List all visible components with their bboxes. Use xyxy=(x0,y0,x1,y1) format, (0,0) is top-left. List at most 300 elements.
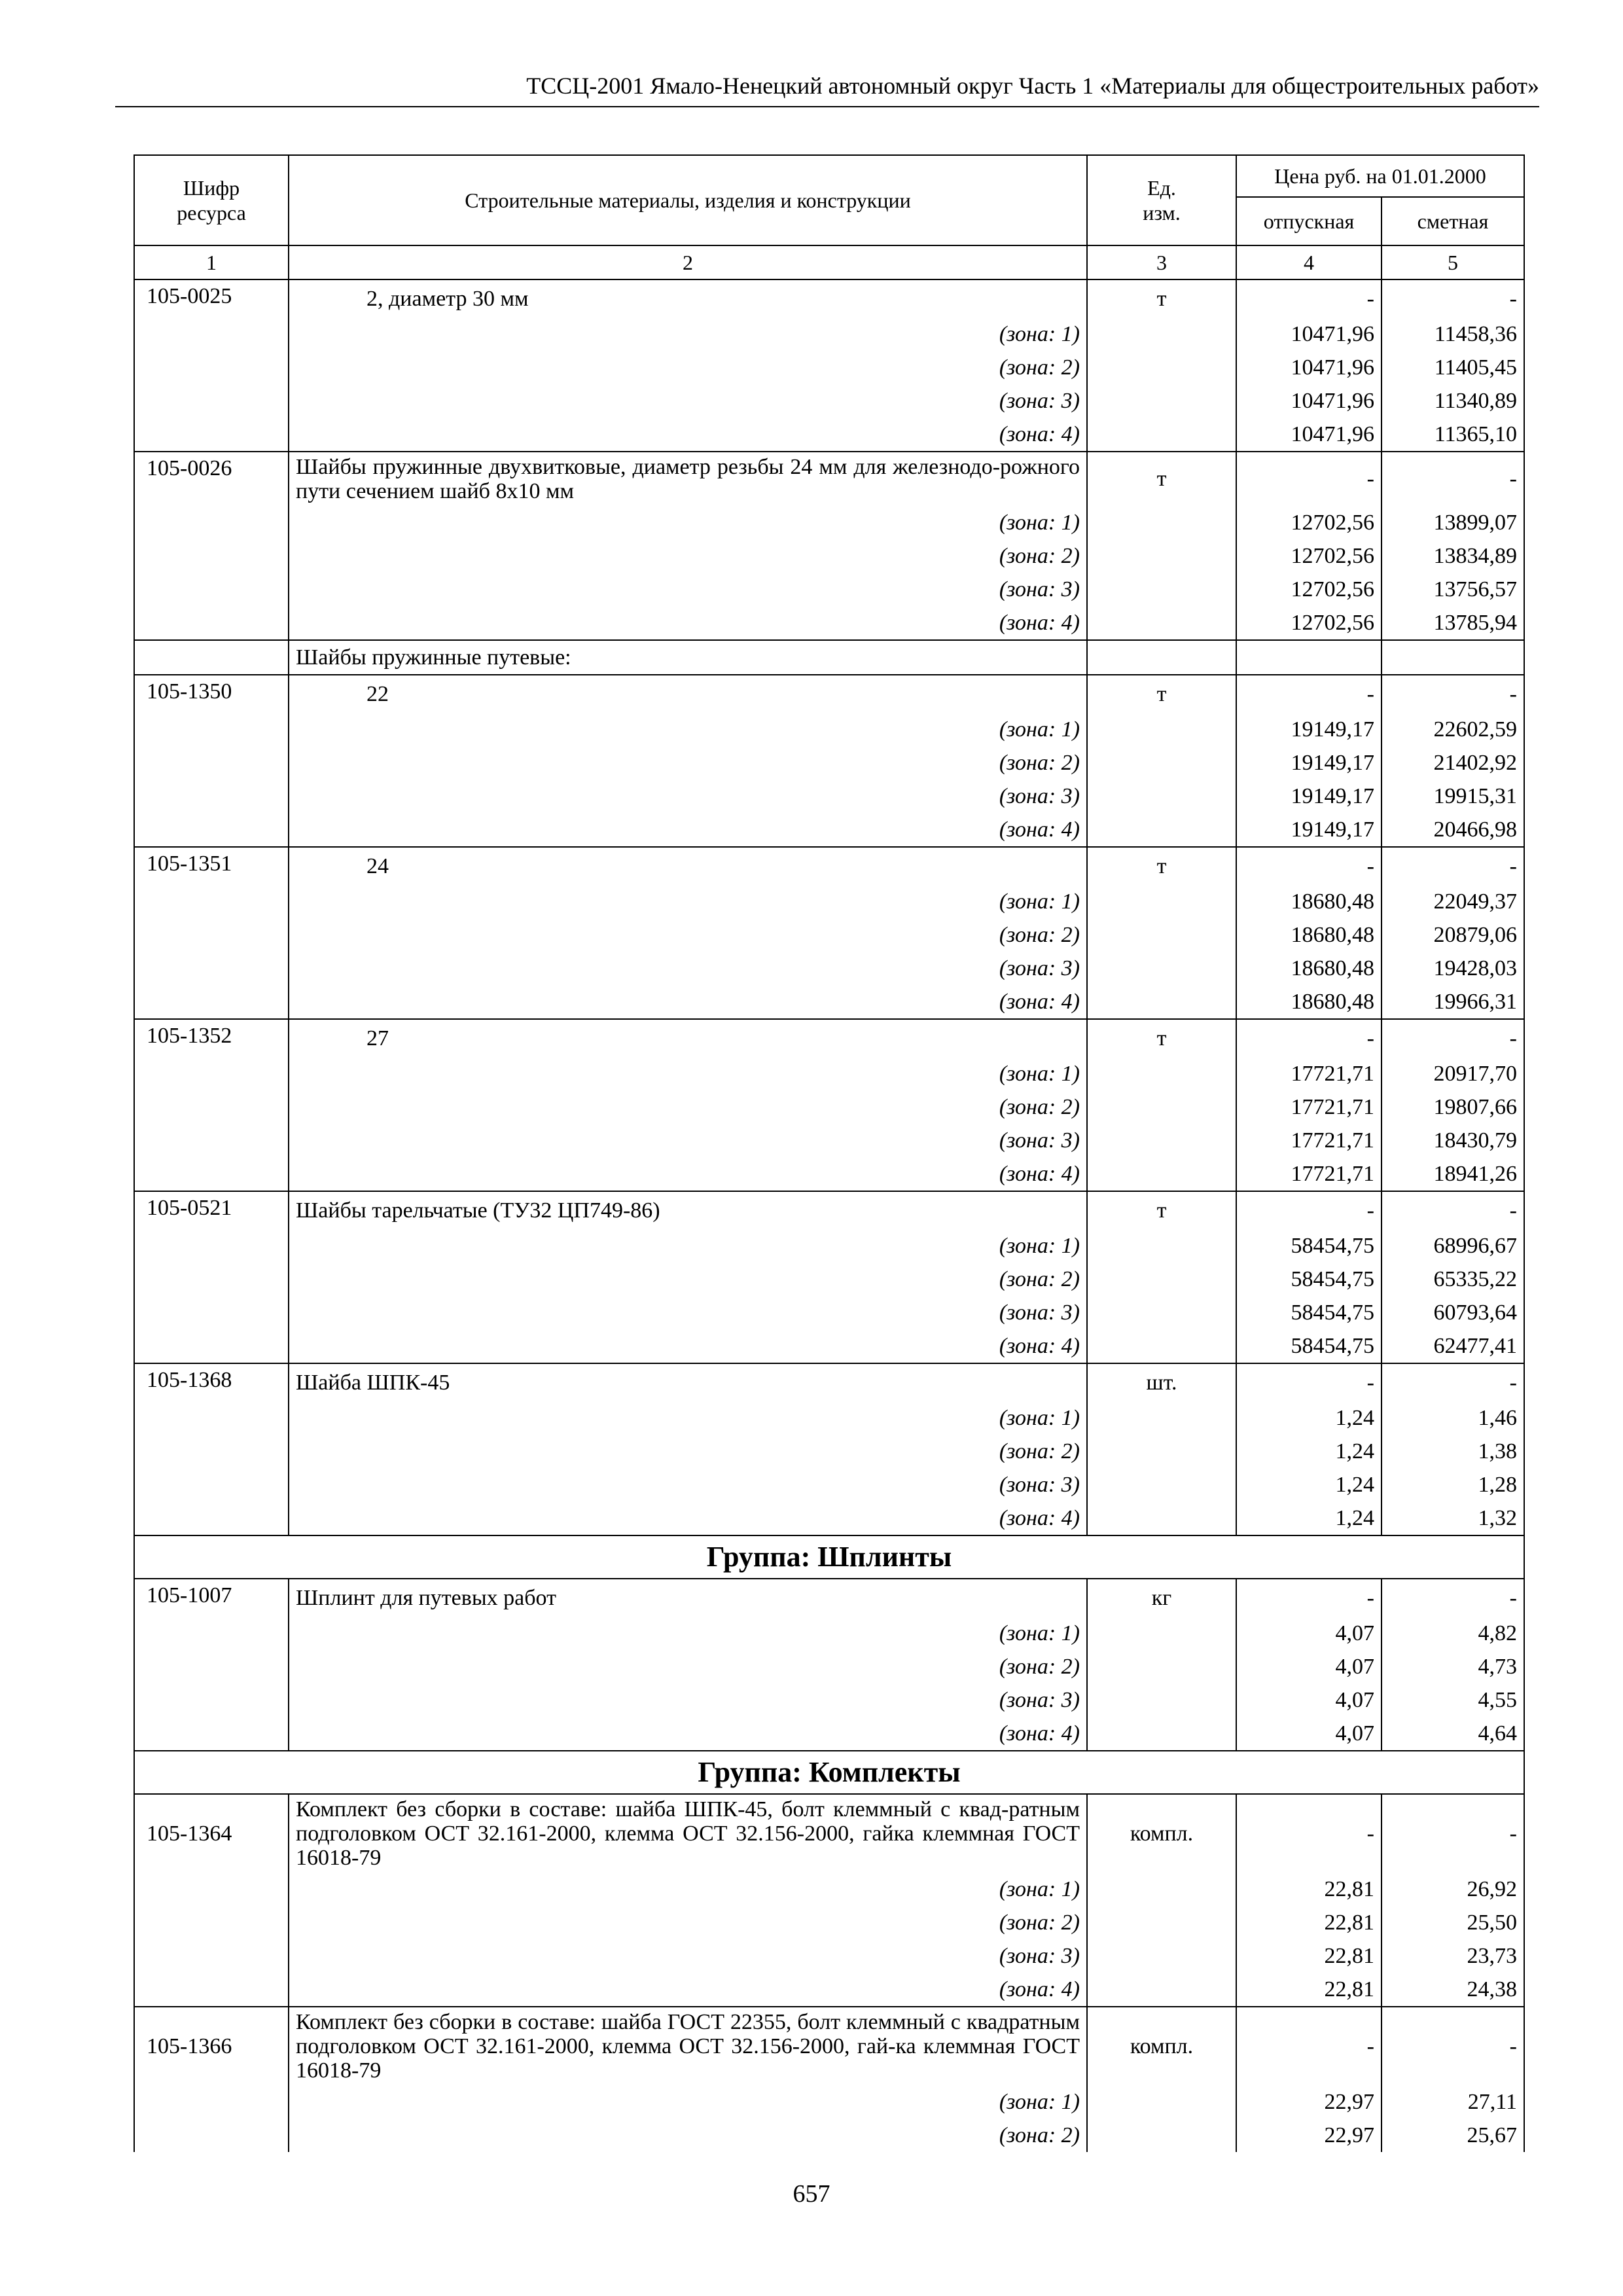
zone-row xyxy=(134,1617,1524,1650)
unit-cell: т xyxy=(1087,1019,1236,1057)
zone-row xyxy=(134,1124,1524,1157)
release-price: 19149,17 xyxy=(1236,746,1382,780)
unit-cell: т xyxy=(1087,847,1236,885)
subheading-name: Шайбы пружинные путевые: xyxy=(289,640,1087,675)
estimate-price: 1,46 xyxy=(1382,1401,1524,1435)
table-row xyxy=(134,1794,1524,1873)
zone-label: (зона: 1) xyxy=(289,885,1087,918)
release-price: - xyxy=(1236,279,1382,317)
unit-cell: компл. xyxy=(1087,2007,1236,2085)
unit-cell xyxy=(1087,1296,1236,1329)
release-price: 10471,96 xyxy=(1236,317,1382,351)
unit-cell xyxy=(1087,1939,1236,1973)
zone-label: (зона: 2) xyxy=(289,2119,1087,2152)
code-cell xyxy=(134,746,289,780)
unit-cell xyxy=(1087,918,1236,952)
release-price: 12702,56 xyxy=(1236,539,1382,573)
estimate-price: 13899,07 xyxy=(1382,506,1524,539)
code-cell xyxy=(134,1263,289,1296)
code-cell xyxy=(134,606,289,640)
zone-row xyxy=(134,1229,1524,1263)
zone-label: (зона: 1) xyxy=(289,317,1087,351)
zone-row xyxy=(134,1939,1524,1973)
table-row xyxy=(134,847,1524,885)
estimate-price: 18430,79 xyxy=(1382,1124,1524,1157)
code-cell xyxy=(134,1683,289,1717)
release-price: 1,24 xyxy=(1236,1435,1382,1468)
unit-cell xyxy=(1087,573,1236,606)
estimate-price: 4,82 xyxy=(1382,1617,1524,1650)
zone-label: (зона: 2) xyxy=(289,1435,1087,1468)
zone-label: (зона: 2) xyxy=(289,1090,1087,1124)
resource-code: 105-1364 xyxy=(134,1794,289,1873)
subheading-row xyxy=(134,640,1524,675)
zone-row xyxy=(134,813,1524,847)
table-row xyxy=(134,1019,1524,1057)
table-body xyxy=(134,279,1524,2152)
estimate-price: 18941,26 xyxy=(1382,1157,1524,1191)
estimate-price: 19428,03 xyxy=(1382,952,1524,985)
table-row xyxy=(134,1363,1524,1401)
unit-cell xyxy=(1087,640,1236,675)
zone-row xyxy=(134,1329,1524,1363)
estimate-price: 27,11 xyxy=(1382,2085,1524,2119)
zone-label: (зона: 4) xyxy=(289,606,1087,640)
unit-cell xyxy=(1087,885,1236,918)
estimate-price: 1,32 xyxy=(1382,1501,1524,1535)
release-price: 4,07 xyxy=(1236,1683,1382,1717)
column-header-release: отпускная xyxy=(1236,197,1382,245)
zone-label: (зона: 1) xyxy=(289,1057,1087,1090)
running-header: ТССЦ-2001 Ямало-Ненецкий автономный округ Часть 1 «Материалы для общестроительных работ» xyxy=(115,69,1539,107)
estimate-price: 4,55 xyxy=(1382,1683,1524,1717)
release-price: 1,24 xyxy=(1236,1501,1382,1535)
material-name: Комплект без сборки в составе: шайба ГОСТ 22355, болт клеммный с квадратным подголовком ОСТ 32.161-2000, клемма ОСТ 32.156-2000, гай-ка клеммная ГОСТ 16018-79 xyxy=(289,2007,1087,2085)
table-row xyxy=(134,2007,1524,2085)
zone-label: (зона: 3) xyxy=(289,1939,1087,1973)
unit-cell xyxy=(1087,746,1236,780)
column-header-price: Цена руб. на 01.01.2000 xyxy=(1236,155,1524,197)
zone-row xyxy=(134,384,1524,418)
price-table xyxy=(134,154,1525,2152)
estimate-price: 4,73 xyxy=(1382,1650,1524,1683)
unit-cell xyxy=(1087,1229,1236,1263)
column-header-unit-line1: Ед. xyxy=(1147,176,1176,200)
unit-cell xyxy=(1087,1683,1236,1717)
table-row xyxy=(134,1579,1524,1617)
code-cell xyxy=(134,573,289,606)
code-cell xyxy=(134,1906,289,1939)
zone-row xyxy=(134,1296,1524,1329)
code-cell xyxy=(134,813,289,847)
estimate-price: 23,73 xyxy=(1382,1939,1524,1973)
estimate-price: 11340,89 xyxy=(1382,384,1524,418)
resource-code: 105-1352 xyxy=(134,1019,289,1057)
release-price: 18680,48 xyxy=(1236,918,1382,952)
release-price: - xyxy=(1236,452,1382,506)
zone-label: (зона: 4) xyxy=(289,418,1087,452)
code-cell xyxy=(134,1617,289,1650)
release-price: 10471,96 xyxy=(1236,351,1382,384)
estimate-price: - xyxy=(1382,1019,1524,1057)
table-row xyxy=(134,452,1524,506)
column-number-4: 4 xyxy=(1236,245,1382,279)
code-cell xyxy=(134,1873,289,1906)
resource-code: 105-0026 xyxy=(134,452,289,506)
material-name: 2, диаметр 30 мм xyxy=(289,279,1087,317)
unit-cell xyxy=(1087,2119,1236,2152)
estimate-price: - xyxy=(1382,1191,1524,1229)
zone-row xyxy=(134,606,1524,640)
unit-cell: т xyxy=(1087,1191,1236,1229)
zone-row xyxy=(134,713,1524,746)
code-cell xyxy=(134,713,289,746)
column-header-code-line1: Шифр xyxy=(183,176,240,200)
zone-label: (зона: 2) xyxy=(289,746,1087,780)
zone-label: (зона: 4) xyxy=(289,1973,1087,2007)
estimate-price: 20917,70 xyxy=(1382,1057,1524,1090)
unit-cell xyxy=(1087,952,1236,985)
release-price: 22,81 xyxy=(1236,1873,1382,1906)
unit-cell xyxy=(1087,1468,1236,1501)
table-row xyxy=(134,1191,1524,1229)
code-cell xyxy=(134,1124,289,1157)
zone-label: (зона: 3) xyxy=(289,1296,1087,1329)
unit-cell xyxy=(1087,418,1236,452)
code-cell xyxy=(134,1229,289,1263)
estimate-price: - xyxy=(1382,279,1524,317)
page-number: 657 xyxy=(793,2180,830,2208)
zone-row xyxy=(134,1973,1524,2007)
code-cell xyxy=(134,1090,289,1124)
column-number-2: 2 xyxy=(289,245,1087,279)
unit-cell: кг xyxy=(1087,1579,1236,1617)
code-cell xyxy=(134,952,289,985)
release-price: 22,97 xyxy=(1236,2085,1382,2119)
unit-cell: шт. xyxy=(1087,1363,1236,1401)
zone-row xyxy=(134,1435,1524,1468)
zone-row xyxy=(134,1057,1524,1090)
zone-row xyxy=(134,1468,1524,1501)
column-header-code-line2: ресурса xyxy=(177,201,246,224)
column-number-5: 5 xyxy=(1382,245,1524,279)
estimate-price: - xyxy=(1382,675,1524,713)
material-name: 27 xyxy=(289,1019,1087,1057)
unit-cell xyxy=(1087,2085,1236,2119)
code-cell xyxy=(134,780,289,813)
zone-row xyxy=(134,351,1524,384)
zone-label: (зона: 4) xyxy=(289,1501,1087,1535)
release-price: - xyxy=(1236,847,1382,885)
release-price: - xyxy=(1236,1019,1382,1057)
zone-row xyxy=(134,1501,1524,1535)
release-price: - xyxy=(1236,2007,1382,2085)
release-price: - xyxy=(1236,1794,1382,1873)
resource-code: 105-0521 xyxy=(134,1191,289,1229)
release-price: 1,24 xyxy=(1236,1468,1382,1501)
zone-label: (зона: 3) xyxy=(289,1468,1087,1501)
zone-label: (зона: 4) xyxy=(289,985,1087,1019)
release-price: - xyxy=(1236,1363,1382,1401)
material-name: 22 xyxy=(289,675,1087,713)
table-header xyxy=(134,155,1524,279)
zone-label: (зона: 2) xyxy=(289,1906,1087,1939)
unit-cell: т xyxy=(1087,452,1236,506)
estimate-price: 21402,92 xyxy=(1382,746,1524,780)
estimate-price: 13785,94 xyxy=(1382,606,1524,640)
resource-code: 105-0025 xyxy=(134,279,289,317)
zone-label: (зона: 1) xyxy=(289,713,1087,746)
zone-label: (зона: 4) xyxy=(289,1157,1087,1191)
unit-cell xyxy=(1087,813,1236,847)
zone-label: (зона: 4) xyxy=(289,813,1087,847)
unit-cell xyxy=(1087,1157,1236,1191)
code-cell xyxy=(134,885,289,918)
release-price: 18680,48 xyxy=(1236,885,1382,918)
release-price: 12702,56 xyxy=(1236,606,1382,640)
zone-row xyxy=(134,573,1524,606)
zone-label: (зона: 3) xyxy=(289,952,1087,985)
release-price: 19149,17 xyxy=(1236,780,1382,813)
release-price: - xyxy=(1236,1579,1382,1617)
release-price: 58454,75 xyxy=(1236,1296,1382,1329)
release-price: 22,81 xyxy=(1236,1906,1382,1939)
unit-cell xyxy=(1087,1263,1236,1296)
zone-row xyxy=(134,506,1524,539)
zone-row xyxy=(134,985,1524,1019)
zone-row xyxy=(134,952,1524,985)
unit-cell xyxy=(1087,384,1236,418)
zone-label: (зона: 3) xyxy=(289,1683,1087,1717)
estimate-price: 11365,10 xyxy=(1382,418,1524,452)
code-cell xyxy=(134,539,289,573)
release-price: 4,07 xyxy=(1236,1617,1382,1650)
release-price: 17721,71 xyxy=(1236,1090,1382,1124)
code-cell xyxy=(134,506,289,539)
material-name: Шайбы пружинные двухвитковые, диаметр резьбы 24 мм для железнодо-рожного пути сечением шайб 8х10 мм xyxy=(289,452,1087,506)
zone-row xyxy=(134,1717,1524,1751)
group-heading-row xyxy=(134,1751,1524,1794)
zone-label: (зона: 1) xyxy=(289,2085,1087,2119)
estimate-price: - xyxy=(1382,1579,1524,1617)
code-cell xyxy=(134,640,289,675)
column-number-1: 1 xyxy=(134,245,289,279)
zone-label: (зона: 1) xyxy=(289,1617,1087,1650)
code-cell xyxy=(134,1401,289,1435)
zone-row xyxy=(134,746,1524,780)
estimate-price: - xyxy=(1382,1794,1524,1873)
code-cell xyxy=(134,1650,289,1683)
estimate-price: 60793,64 xyxy=(1382,1296,1524,1329)
release-price: 18680,48 xyxy=(1236,985,1382,1019)
zone-label: (зона: 3) xyxy=(289,780,1087,813)
material-name: Шайба ШПК-45 xyxy=(289,1363,1087,1401)
material-name: 24 xyxy=(289,847,1087,885)
unit-cell xyxy=(1087,506,1236,539)
zone-label: (зона: 2) xyxy=(289,351,1087,384)
zone-label: (зона: 2) xyxy=(289,1263,1087,1296)
release-price: 12702,56 xyxy=(1236,573,1382,606)
estimate-price: - xyxy=(1382,1363,1524,1401)
material-name: Комплект без сборки в составе: шайба ШПК-45, болт клеммный с квад-ратным подголовком ОСТ 32.161-2000, клемма ОСТ 32.156-2000, гайка клеммная ГОСТ 16018-79 xyxy=(289,1794,1087,1873)
code-cell xyxy=(134,985,289,1019)
resource-code: 105-1368 xyxy=(134,1363,289,1401)
estimate-price: 22049,37 xyxy=(1382,885,1524,918)
zone-row xyxy=(134,885,1524,918)
unit-cell: т xyxy=(1087,675,1236,713)
estimate-price: - xyxy=(1382,847,1524,885)
zone-label: (зона: 2) xyxy=(289,539,1087,573)
estimate-price: 19807,66 xyxy=(1382,1090,1524,1124)
resource-code: 105-1350 xyxy=(134,675,289,713)
release-price: 18680,48 xyxy=(1236,952,1382,985)
release-price: 17721,71 xyxy=(1236,1124,1382,1157)
column-header-unit xyxy=(1087,155,1236,245)
zone-label: (зона: 3) xyxy=(289,573,1087,606)
unit-cell xyxy=(1087,317,1236,351)
estimate-price: 62477,41 xyxy=(1382,1329,1524,1363)
estimate-cell xyxy=(1382,640,1524,675)
zone-row xyxy=(134,1090,1524,1124)
code-cell xyxy=(134,1296,289,1329)
estimate-price: 22602,59 xyxy=(1382,713,1524,746)
zone-row xyxy=(134,418,1524,452)
material-name: Шайбы тарельчатые (ТУ32 ЦП749-86) xyxy=(289,1191,1087,1229)
table-row xyxy=(134,675,1524,713)
table-row xyxy=(134,279,1524,317)
code-cell xyxy=(134,1939,289,1973)
release-cell xyxy=(1236,640,1382,675)
zone-row xyxy=(134,1873,1524,1906)
column-header-estimate: сметная xyxy=(1382,197,1524,245)
resource-code: 105-1007 xyxy=(134,1579,289,1617)
zone-row xyxy=(134,1401,1524,1435)
group-heading: Группа: Шплинты xyxy=(134,1535,1524,1579)
zone-row xyxy=(134,2085,1524,2119)
release-price: 22,97 xyxy=(1236,2119,1382,2152)
zone-row xyxy=(134,539,1524,573)
unit-cell xyxy=(1087,1057,1236,1090)
estimate-price: - xyxy=(1382,2007,1524,2085)
code-cell xyxy=(134,1057,289,1090)
estimate-price: 11458,36 xyxy=(1382,317,1524,351)
estimate-price: 26,92 xyxy=(1382,1873,1524,1906)
release-price: 58454,75 xyxy=(1236,1329,1382,1363)
unit-cell xyxy=(1087,1090,1236,1124)
zone-row xyxy=(134,918,1524,952)
zone-label: (зона: 4) xyxy=(289,1717,1087,1751)
code-cell xyxy=(134,1501,289,1535)
resource-code: 105-1351 xyxy=(134,847,289,885)
release-price: 22,81 xyxy=(1236,1973,1382,2007)
unit-cell xyxy=(1087,713,1236,746)
estimate-price: 24,38 xyxy=(1382,1973,1524,2007)
unit-cell xyxy=(1087,1873,1236,1906)
estimate-price: 19966,31 xyxy=(1382,985,1524,1019)
estimate-price: 1,28 xyxy=(1382,1468,1524,1501)
unit-cell xyxy=(1087,606,1236,640)
release-price: 22,81 xyxy=(1236,1939,1382,1973)
column-header-unit-line2: изм. xyxy=(1143,201,1181,224)
unit-cell xyxy=(1087,1717,1236,1751)
unit-cell xyxy=(1087,1329,1236,1363)
resource-code: 105-1366 xyxy=(134,2007,289,2085)
release-price: 58454,75 xyxy=(1236,1229,1382,1263)
unit-cell xyxy=(1087,1650,1236,1683)
zone-row xyxy=(134,1650,1524,1683)
code-cell xyxy=(134,351,289,384)
code-cell xyxy=(134,1157,289,1191)
code-cell xyxy=(134,418,289,452)
zone-label: (зона: 4) xyxy=(289,1329,1087,1363)
zone-label: (зона: 3) xyxy=(289,1124,1087,1157)
unit-cell xyxy=(1087,1124,1236,1157)
unit-cell xyxy=(1087,1401,1236,1435)
zone-label: (зона: 1) xyxy=(289,1229,1087,1263)
release-price: 17721,71 xyxy=(1236,1057,1382,1090)
estimate-price: 11405,45 xyxy=(1382,351,1524,384)
code-cell xyxy=(134,317,289,351)
zone-row xyxy=(134,1263,1524,1296)
code-cell xyxy=(134,2085,289,2119)
unit-cell xyxy=(1087,1906,1236,1939)
zone-row xyxy=(134,780,1524,813)
estimate-price: 20879,06 xyxy=(1382,918,1524,952)
code-cell xyxy=(134,1717,289,1751)
estimate-price: 4,64 xyxy=(1382,1717,1524,1751)
unit-cell xyxy=(1087,1435,1236,1468)
unit-cell xyxy=(1087,539,1236,573)
estimate-price: 19915,31 xyxy=(1382,780,1524,813)
code-cell xyxy=(134,918,289,952)
zone-row xyxy=(134,317,1524,351)
group-heading: Группа: Комплекты xyxy=(134,1751,1524,1794)
code-cell xyxy=(134,1329,289,1363)
zone-row xyxy=(134,1906,1524,1939)
zone-label: (зона: 1) xyxy=(289,506,1087,539)
release-price: 4,07 xyxy=(1236,1717,1382,1751)
zone-label: (зона: 3) xyxy=(289,384,1087,418)
zone-label: (зона: 1) xyxy=(289,1873,1087,1906)
estimate-price: 13756,57 xyxy=(1382,573,1524,606)
release-price: - xyxy=(1236,1191,1382,1229)
unit-cell: т xyxy=(1087,279,1236,317)
estimate-price: - xyxy=(1382,452,1524,506)
unit-cell: компл. xyxy=(1087,1794,1236,1873)
column-header-name: Строительные материалы, изделия и конструкции xyxy=(289,155,1087,245)
zone-row xyxy=(134,1683,1524,1717)
zone-label: (зона: 2) xyxy=(289,918,1087,952)
release-price: 17721,71 xyxy=(1236,1157,1382,1191)
release-price: - xyxy=(1236,675,1382,713)
unit-cell xyxy=(1087,1501,1236,1535)
release-price: 10471,96 xyxy=(1236,418,1382,452)
zone-row xyxy=(134,1157,1524,1191)
column-header-code xyxy=(134,155,289,245)
unit-cell xyxy=(1087,985,1236,1019)
unit-cell xyxy=(1087,780,1236,813)
release-price: 4,07 xyxy=(1236,1650,1382,1683)
code-cell xyxy=(134,1468,289,1501)
release-price: 19149,17 xyxy=(1236,813,1382,847)
code-cell xyxy=(134,2119,289,2152)
estimate-price: 65335,22 xyxy=(1382,1263,1524,1296)
release-price: 10471,96 xyxy=(1236,384,1382,418)
material-name: Шплинт для путевых работ xyxy=(289,1579,1087,1617)
code-cell xyxy=(134,1435,289,1468)
release-price: 58454,75 xyxy=(1236,1263,1382,1296)
unit-cell xyxy=(1087,1617,1236,1650)
